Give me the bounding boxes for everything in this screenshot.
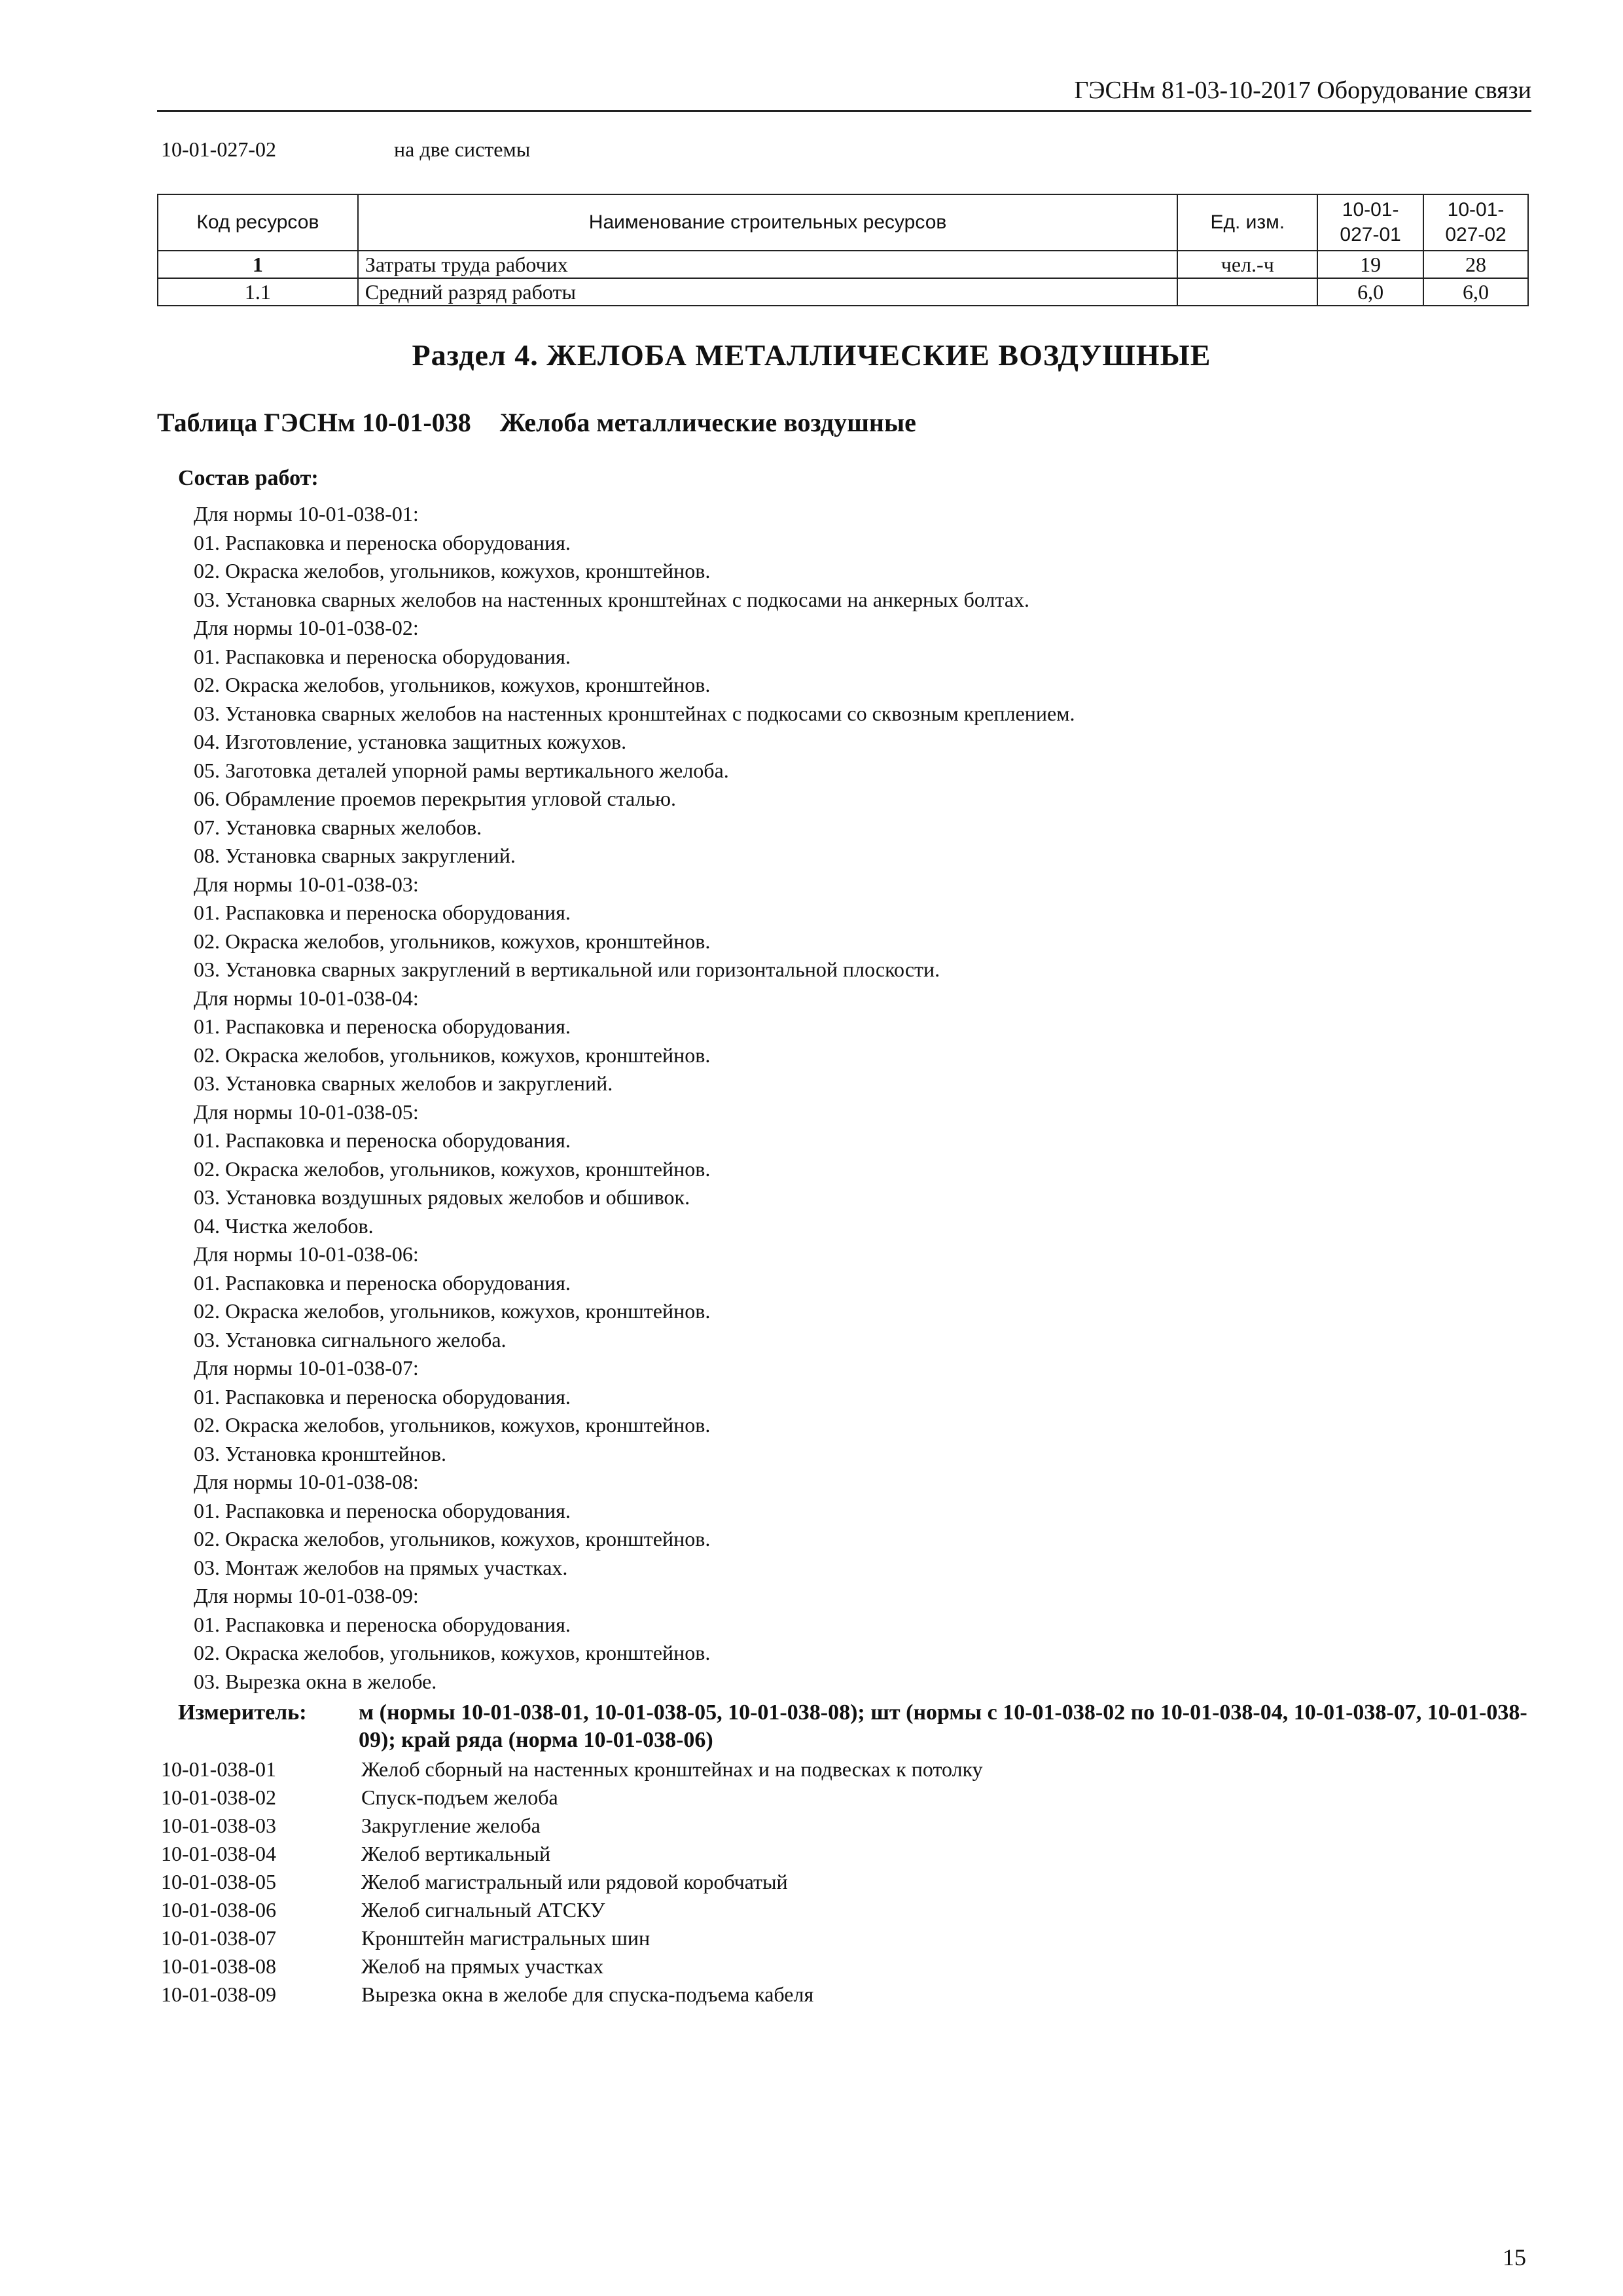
- norm-code: 10-01-038-03: [161, 1814, 276, 1837]
- header-unit: Ед. изм.: [1177, 194, 1317, 251]
- prev-norm-line: [161, 137, 531, 162]
- work-line: Для нормы 10-01-038-05:: [194, 1100, 419, 1124]
- work-line: Для нормы 10-01-038-04:: [194, 986, 419, 1010]
- norm-name: Кронштейн магистральных шин: [361, 1926, 651, 1950]
- work-line: 03. Вырезка окна в желобе.: [194, 1669, 437, 1693]
- work-line: 04. Изготовление, установка защитных кожухов.: [194, 730, 627, 753]
- header-norm-2: 10-01- 027-02: [1423, 194, 1528, 251]
- table-title-name: Желоба металлические воздушные: [499, 408, 916, 437]
- header-name: Наименование строительных ресурсов: [358, 194, 1178, 251]
- work-line: 03. Установка сварных желобов на настенных кронштейнах с подкосами со сквозным креплением.: [194, 701, 1075, 725]
- work-line: 08. Установка сварных закруглений.: [194, 844, 516, 867]
- work-line: 03. Установка воздушных рядовых желобов и обшивок.: [194, 1185, 690, 1209]
- row-unit: чел.-ч: [1177, 251, 1317, 278]
- work-line: 03. Установка сварных желобов и закруглений.: [194, 1071, 613, 1095]
- work-line: 07. Установка сварных желобов.: [194, 815, 482, 839]
- row-code: 1: [158, 251, 358, 278]
- page-header: [157, 73, 1531, 112]
- norm-name: Желоб на прямых участках: [361, 1954, 604, 1978]
- page-number: 15: [1503, 2244, 1526, 2270]
- work-line: Для нормы 10-01-038-06:: [194, 1242, 419, 1266]
- norm-code: 10-01-038-09: [161, 1982, 276, 2006]
- work-line: 03. Монтаж желобов на прямых участках.: [194, 1555, 568, 1579]
- work-line: 05. Заготовка деталей упорной рамы вертикального желоба.: [194, 758, 729, 782]
- resources-table: [157, 194, 1529, 306]
- work-line: 01. Распаковка и переноска оборудования.: [194, 530, 571, 554]
- row-value-1: 6,0: [1317, 278, 1423, 306]
- work-line: 01. Распаковка и переноска оборудования.: [194, 901, 571, 924]
- measurer-value: м (нормы 10-01-038-01, 10-01-038-05, 10-01-038-08); шт (нормы с 10-01-038-02 по 10-01-038-04, 10-01-038-07, 10-01-038-09); край ряда (норма 10-01-038-06): [359, 1700, 1527, 1752]
- work-line: 04. Чистка желобов.: [194, 1213, 374, 1238]
- work-line: 02. Окраска желобов, угольников, кожухов, кронштейнов.: [194, 1299, 711, 1323]
- work-line: 03. Установка сигнального желоба.: [194, 1327, 507, 1352]
- header-title: ГЭСНм 81-03-10-2017 Оборудование связи: [1074, 77, 1531, 104]
- work-line: 01. Распаковка и переноска оборудования.: [194, 1128, 571, 1152]
- header-code: Код ресурсов: [158, 194, 358, 251]
- table-header-row: [158, 194, 1528, 251]
- table-title: [157, 407, 916, 438]
- row-value-1: 19: [1317, 251, 1423, 278]
- norm-code: 10-01-038-07: [161, 1926, 276, 1950]
- work-line: 03. Установка сварных желобов на настенных кронштейнах с подкосами на анкерных болтах.: [194, 587, 1030, 611]
- prev-norm-code: 10-01-027-02: [161, 137, 276, 161]
- norm-name: Желоб сборный на настенных кронштейнах и на подвесках к потолку: [361, 1757, 983, 1781]
- work-composition-list: [194, 500, 1075, 1696]
- norm-code: 10-01-038-05: [161, 1870, 276, 1893]
- norm-name: Вырезка окна в желобе для спуска-подъема кабеля: [361, 1982, 814, 2006]
- section-title: Раздел 4. ЖЕЛОБА МЕТАЛЛИЧЕСКИЕ ВОЗДУШНЫЕ: [412, 338, 1211, 372]
- work-line: 02. Окраска желобов, угольников, кожухов, кронштейнов.: [194, 1413, 711, 1437]
- work-line: 02. Окраска желобов, угольников, кожухов, кронштейнов.: [194, 1527, 711, 1551]
- work-line: 01. Распаковка и переноска оборудования.: [194, 1384, 571, 1408]
- work-line: 02. Окраска желобов, угольников, кожухов, кронштейнов.: [194, 929, 711, 953]
- work-line: 01. Распаковка и переноска оборудования.: [194, 644, 571, 668]
- work-line: 03. Установка сварных закруглений в вертикальной или горизонтальной плоскости.: [194, 958, 940, 981]
- work-composition-title: Состав работ:: [178, 466, 319, 490]
- work-line: 06. Обрамление проемов перекрытия угловой сталью.: [194, 787, 676, 810]
- work-line: 02. Окраска желобов, угольников, кожухов, кронштейнов.: [194, 1043, 711, 1067]
- work-line: Для нормы 10-01-038-09:: [194, 1584, 419, 1607]
- work-line: 02. Окраска желобов, угольников, кожухов, кронштейнов.: [194, 1641, 711, 1664]
- norm-name: Желоб вертикальный: [361, 1842, 551, 1865]
- norm-name: Желоб сигнальный АТСКУ: [361, 1898, 605, 1922]
- norm-code: 10-01-038-06: [161, 1898, 276, 1922]
- table-title-code: Таблица ГЭСНм 10-01-038: [157, 408, 471, 437]
- table-row: [158, 251, 1528, 278]
- work-line: Для нормы 10-01-038-08:: [194, 1470, 419, 1494]
- row-name: Затраты труда рабочих: [358, 251, 1178, 278]
- norm-name: Спуск-подъем желоба: [361, 1785, 558, 1809]
- norm-code: 10-01-038-02: [161, 1785, 276, 1809]
- norm-code: 10-01-038-01: [161, 1757, 276, 1781]
- row-value-2: 28: [1423, 251, 1528, 278]
- work-line: 01. Распаковка и переноска оборудования.: [194, 1014, 571, 1038]
- work-line: 02. Окраска желобов, угольников, кожухов, кронштейнов.: [194, 559, 711, 583]
- work-line: 02. Окраска желобов, угольников, кожухов, кронштейнов.: [194, 1157, 711, 1181]
- work-line: 01. Распаковка и переноска оборудования.: [194, 1270, 571, 1295]
- work-line: Для нормы 10-01-038-01:: [194, 502, 419, 526]
- prev-norm-name: на две системы: [394, 137, 531, 161]
- work-line: 03. Установка кронштейнов.: [194, 1441, 446, 1465]
- header-norm-1: 10-01- 027-01: [1317, 194, 1423, 251]
- row-code: 1.1: [158, 278, 358, 306]
- norm-code: 10-01-038-08: [161, 1954, 276, 1978]
- work-line: 01. Распаковка и переноска оборудования.: [194, 1612, 571, 1636]
- work-line: 02. Окраска желобов, угольников, кожухов, кронштейнов.: [194, 673, 711, 696]
- measurer-label: Измеритель:: [178, 1700, 307, 1725]
- row-value-2: 6,0: [1423, 278, 1528, 306]
- row-unit: [1177, 278, 1317, 306]
- work-line: Для нормы 10-01-038-02:: [194, 616, 419, 639]
- table-row: [158, 278, 1528, 306]
- row-name: Средний разряд работы: [358, 278, 1178, 306]
- work-line: Для нормы 10-01-038-07:: [194, 1356, 419, 1380]
- work-line: 01. Распаковка и переноска оборудования.: [194, 1498, 571, 1522]
- norm-name: Желоб магистральный или рядовой коробчатый: [361, 1870, 788, 1893]
- norm-code: 10-01-038-04: [161, 1842, 276, 1865]
- work-line: Для нормы 10-01-038-03:: [194, 872, 419, 896]
- norm-name: Закругление желоба: [361, 1814, 541, 1837]
